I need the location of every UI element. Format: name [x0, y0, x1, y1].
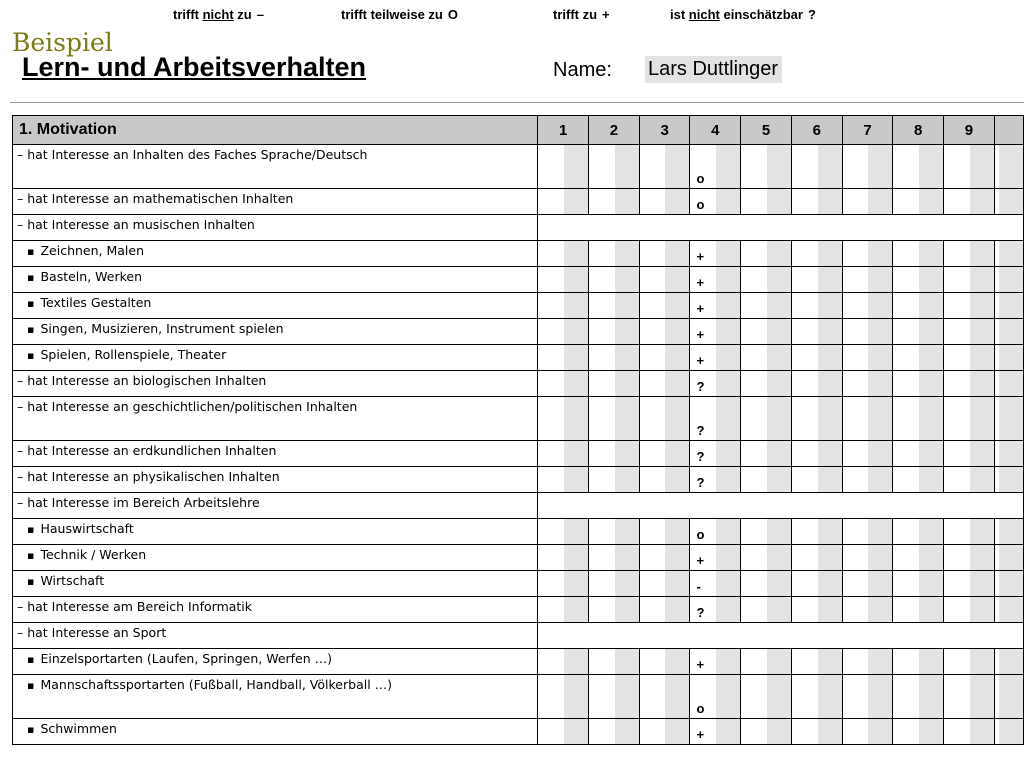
score-cell-7[interactable]	[842, 441, 893, 467]
score-cell-9[interactable]	[944, 145, 995, 189]
criterion-label: ▪ Einzelsportarten (Laufen, Springen, Werfen …)	[13, 649, 538, 675]
score-cell-2[interactable]	[589, 293, 640, 319]
criterion-label: – hat Interesse an musischen Inhalten	[13, 215, 538, 241]
score-cell-7[interactable]	[842, 293, 893, 319]
score-cell-6[interactable]	[791, 519, 842, 545]
score-cell-5[interactable]	[741, 293, 792, 319]
score-cell-4[interactable]	[690, 293, 741, 319]
score-cell-10[interactable]	[994, 189, 1023, 215]
score-cell-1[interactable]	[538, 545, 589, 571]
score-mark: o	[696, 701, 705, 716]
score-cell-6[interactable]	[791, 675, 842, 719]
score-cell-4[interactable]	[690, 571, 741, 597]
score-cell-9[interactable]	[944, 371, 995, 397]
score-cell-1[interactable]	[538, 597, 589, 623]
score-cell-3[interactable]	[639, 189, 690, 215]
score-cell-7[interactable]	[842, 675, 893, 719]
score-cell-9[interactable]	[944, 241, 995, 267]
score-cell-9[interactable]	[944, 649, 995, 675]
criterion-label: ▪ Technik / Werken	[13, 545, 538, 571]
score-cell-4[interactable]	[690, 597, 741, 623]
score-mark: +	[696, 249, 705, 264]
table-row	[13, 371, 1024, 397]
score-cell-1[interactable]	[538, 519, 589, 545]
score-cell-1[interactable]	[538, 675, 589, 719]
score-cell-3[interactable]	[639, 241, 690, 267]
score-cell-1[interactable]	[538, 345, 589, 371]
score-mark: +	[696, 301, 705, 316]
score-cell-7[interactable]	[842, 319, 893, 345]
score-cell-2[interactable]	[589, 371, 640, 397]
score-mark: +	[696, 275, 705, 290]
score-cell-3[interactable]	[639, 597, 690, 623]
score-cell-2[interactable]	[589, 719, 640, 745]
column-header: 6	[791, 116, 842, 145]
score-mark: +	[696, 353, 705, 368]
score-cell-8[interactable]	[893, 397, 944, 441]
criterion-label: ▪ Mannschaftssportarten (Fußball, Handball, Völkerball …)	[13, 675, 538, 719]
criterion-label: – hat Interesse im Bereich Arbeitslehre	[13, 493, 538, 519]
score-cell-4[interactable]	[690, 371, 741, 397]
table-row	[13, 215, 1024, 241]
column-header: 3	[639, 116, 690, 145]
group-spacer	[538, 493, 1024, 519]
score-cell-8[interactable]	[893, 675, 944, 719]
name-field[interactable]: Lars Duttlinger	[645, 56, 782, 83]
score-cell-1[interactable]	[538, 319, 589, 345]
score-cell-8[interactable]	[893, 545, 944, 571]
score-cell-10[interactable]	[994, 371, 1023, 397]
score-cell-8[interactable]	[893, 571, 944, 597]
score-cell-5[interactable]	[741, 319, 792, 345]
score-cell-5[interactable]	[741, 545, 792, 571]
table-row	[13, 441, 1024, 467]
score-cell-2[interactable]	[589, 345, 640, 371]
score-cell-3[interactable]	[639, 649, 690, 675]
score-cell-9[interactable]	[944, 319, 995, 345]
score-cell-1[interactable]	[538, 267, 589, 293]
criterion-label: – hat Interesse an Inhalten des Faches Sprache/Deutsch	[13, 145, 538, 189]
score-cell-1[interactable]	[538, 189, 589, 215]
score-cell-3[interactable]	[639, 467, 690, 493]
score-cell-1[interactable]	[538, 467, 589, 493]
rating-legend	[0, 7, 1024, 29]
score-cell-7[interactable]	[842, 397, 893, 441]
column-header: 7	[842, 116, 893, 145]
legend-not-assessable: ist nicht einschätzbar ?	[670, 7, 816, 22]
score-cell-6[interactable]	[791, 545, 842, 571]
score-mark: ?	[696, 475, 705, 490]
score-cell-1[interactable]	[538, 145, 589, 189]
score-cell-6[interactable]	[791, 189, 842, 215]
score-cell-9[interactable]	[944, 293, 995, 319]
column-header: 1	[538, 116, 589, 145]
score-cell-8[interactable]	[893, 189, 944, 215]
assessment-table	[12, 115, 1024, 745]
score-cell-4[interactable]	[690, 397, 741, 441]
score-cell-10[interactable]	[994, 597, 1023, 623]
score-cell-2[interactable]	[589, 441, 640, 467]
score-cell-1[interactable]	[538, 293, 589, 319]
score-cell-9[interactable]	[944, 397, 995, 441]
score-cell-2[interactable]	[589, 675, 640, 719]
legend-not-applies: trifft nicht zu –	[173, 7, 264, 22]
score-cell-3[interactable]	[639, 441, 690, 467]
score-cell-8[interactable]	[893, 345, 944, 371]
score-cell-1[interactable]	[538, 397, 589, 441]
score-cell-9[interactable]	[944, 519, 995, 545]
criterion-label: ▪ Basteln, Werken	[13, 267, 538, 293]
score-cell-4[interactable]	[690, 545, 741, 571]
column-header: 8	[893, 116, 944, 145]
score-cell-1[interactable]	[538, 649, 589, 675]
score-cell-8[interactable]	[893, 467, 944, 493]
score-cell-10[interactable]	[994, 319, 1023, 345]
divider	[10, 102, 1024, 103]
score-cell-5[interactable]	[741, 441, 792, 467]
column-header: 9	[944, 116, 995, 145]
score-cell-4[interactable]	[690, 719, 741, 745]
score-cell-9[interactable]	[944, 597, 995, 623]
table-row	[13, 267, 1024, 293]
score-cell-5[interactable]	[741, 189, 792, 215]
score-cell-5[interactable]	[741, 241, 792, 267]
score-cell-7[interactable]	[842, 519, 893, 545]
score-cell-5[interactable]	[741, 267, 792, 293]
score-cell-10[interactable]	[994, 519, 1023, 545]
page-title: Lern- und Arbeitsverhalten	[22, 52, 367, 82]
column-header	[994, 116, 1023, 145]
score-cell-10[interactable]	[994, 441, 1023, 467]
score-cell-6[interactable]	[791, 719, 842, 745]
score-cell-6[interactable]	[791, 345, 842, 371]
score-cell-3[interactable]	[639, 571, 690, 597]
score-cell-7[interactable]	[842, 345, 893, 371]
score-cell-4[interactable]	[690, 241, 741, 267]
score-cell-6[interactable]	[791, 397, 842, 441]
score-mark: +	[696, 727, 705, 742]
score-cell-3[interactable]	[639, 545, 690, 571]
score-cell-2[interactable]	[589, 519, 640, 545]
score-cell-7[interactable]	[842, 719, 893, 745]
table-row	[13, 571, 1024, 597]
table-row	[13, 397, 1024, 441]
criterion-label: – hat Interesse an erdkundlichen Inhalten	[13, 441, 538, 467]
criterion-label: – hat Interesse an Sport	[13, 623, 538, 649]
score-cell-10[interactable]	[994, 571, 1023, 597]
score-cell-5[interactable]	[741, 675, 792, 719]
score-cell-8[interactable]	[893, 371, 944, 397]
criterion-label: ▪ Textiles Gestalten	[13, 293, 538, 319]
score-cell-6[interactable]	[791, 467, 842, 493]
score-cell-6[interactable]	[791, 241, 842, 267]
score-cell-4[interactable]	[690, 675, 741, 719]
score-cell-6[interactable]	[791, 597, 842, 623]
score-cell-1[interactable]	[538, 571, 589, 597]
score-mark: +	[696, 327, 705, 342]
score-cell-4[interactable]	[690, 345, 741, 371]
score-cell-4[interactable]	[690, 519, 741, 545]
score-cell-7[interactable]	[842, 267, 893, 293]
score-cell-2[interactable]	[589, 467, 640, 493]
score-cell-10[interactable]	[994, 649, 1023, 675]
score-cell-5[interactable]	[741, 597, 792, 623]
score-cell-10[interactable]	[994, 145, 1023, 189]
score-mark: +	[696, 657, 705, 672]
score-cell-3[interactable]	[639, 519, 690, 545]
score-cell-8[interactable]	[893, 145, 944, 189]
table-row	[13, 597, 1024, 623]
score-cell-8[interactable]	[893, 241, 944, 267]
score-cell-2[interactable]	[589, 267, 640, 293]
criterion-label: ▪ Hauswirtschaft	[13, 519, 538, 545]
score-cell-5[interactable]	[741, 719, 792, 745]
score-cell-9[interactable]	[944, 675, 995, 719]
score-cell-4[interactable]	[690, 467, 741, 493]
score-cell-5[interactable]	[741, 397, 792, 441]
score-cell-7[interactable]	[842, 241, 893, 267]
score-cell-5[interactable]	[741, 519, 792, 545]
score-cell-4[interactable]	[690, 319, 741, 345]
score-cell-7[interactable]	[842, 545, 893, 571]
score-cell-9[interactable]	[944, 571, 995, 597]
score-cell-10[interactable]	[994, 675, 1023, 719]
score-mark: o	[696, 197, 705, 212]
table-row	[13, 145, 1024, 189]
example-watermark: Beispiel	[12, 28, 113, 57]
score-cell-9[interactable]	[944, 545, 995, 571]
score-cell-6[interactable]	[791, 371, 842, 397]
score-cell-6[interactable]	[791, 571, 842, 597]
criterion-label: ▪ Singen, Musizieren, Instrument spielen	[13, 319, 538, 345]
score-cell-4[interactable]	[690, 189, 741, 215]
score-cell-7[interactable]	[842, 571, 893, 597]
table-row	[13, 293, 1024, 319]
table-row	[13, 493, 1024, 519]
table-row	[13, 623, 1024, 649]
score-cell-7[interactable]	[842, 145, 893, 189]
criterion-label: ▪ Wirtschaft	[13, 571, 538, 597]
score-cell-8[interactable]	[893, 267, 944, 293]
score-cell-6[interactable]	[791, 293, 842, 319]
score-cell-10[interactable]	[994, 345, 1023, 371]
score-cell-4[interactable]	[690, 649, 741, 675]
score-cell-5[interactable]	[741, 345, 792, 371]
criterion-label: – hat Interesse am Bereich Informatik	[13, 597, 538, 623]
table-row	[13, 519, 1024, 545]
score-cell-8[interactable]	[893, 719, 944, 745]
score-cell-9[interactable]	[944, 189, 995, 215]
score-cell-3[interactable]	[639, 267, 690, 293]
score-cell-3[interactable]	[639, 293, 690, 319]
score-cell-8[interactable]	[893, 319, 944, 345]
table-row	[13, 545, 1024, 571]
table-header-row	[13, 116, 1024, 145]
table-row	[13, 719, 1024, 745]
score-cell-10[interactable]	[994, 545, 1023, 571]
score-cell-4[interactable]	[690, 145, 741, 189]
group-spacer	[538, 215, 1024, 241]
score-cell-6[interactable]	[791, 145, 842, 189]
score-cell-10[interactable]	[994, 241, 1023, 267]
table-row	[13, 649, 1024, 675]
score-cell-4[interactable]	[690, 441, 741, 467]
score-cell-6[interactable]	[791, 319, 842, 345]
score-cell-8[interactable]	[893, 519, 944, 545]
legend-applies: trifft zu +	[553, 7, 610, 22]
table-row	[13, 189, 1024, 215]
score-cell-5[interactable]	[741, 145, 792, 189]
score-cell-9[interactable]	[944, 345, 995, 371]
score-cell-10[interactable]	[994, 267, 1023, 293]
score-cell-8[interactable]	[893, 597, 944, 623]
score-cell-4[interactable]	[690, 267, 741, 293]
score-cell-5[interactable]	[741, 649, 792, 675]
score-cell-1[interactable]	[538, 719, 589, 745]
score-cell-2[interactable]	[589, 241, 640, 267]
table-row	[13, 241, 1024, 267]
score-cell-3[interactable]	[639, 319, 690, 345]
score-cell-2[interactable]	[589, 145, 640, 189]
table-row	[13, 345, 1024, 371]
score-cell-6[interactable]	[791, 441, 842, 467]
score-cell-7[interactable]	[842, 649, 893, 675]
table-row	[13, 675, 1024, 719]
score-cell-3[interactable]	[639, 397, 690, 441]
score-cell-2[interactable]	[589, 319, 640, 345]
score-cell-2[interactable]	[589, 397, 640, 441]
score-cell-6[interactable]	[791, 267, 842, 293]
score-cell-3[interactable]	[639, 719, 690, 745]
score-mark: +	[696, 553, 705, 568]
score-cell-9[interactable]	[944, 467, 995, 493]
score-mark: o	[696, 171, 705, 186]
criterion-label: – hat Interesse an physikalischen Inhalten	[13, 467, 538, 493]
criterion-label: ▪ Zeichnen, Malen	[13, 241, 538, 267]
score-mark: ?	[696, 423, 705, 438]
score-cell-2[interactable]	[589, 189, 640, 215]
score-cell-3[interactable]	[639, 345, 690, 371]
criterion-label: ▪ Schwimmen	[13, 719, 538, 745]
score-mark: ?	[696, 379, 705, 394]
section-title: 1. Motivation	[13, 116, 538, 145]
score-cell-2[interactable]	[589, 597, 640, 623]
score-cell-9[interactable]	[944, 719, 995, 745]
score-cell-6[interactable]	[791, 649, 842, 675]
score-cell-2[interactable]	[589, 571, 640, 597]
column-header: 5	[741, 116, 792, 145]
score-cell-7[interactable]	[842, 597, 893, 623]
score-mark: o	[696, 527, 705, 542]
score-cell-8[interactable]	[893, 441, 944, 467]
score-cell-5[interactable]	[741, 467, 792, 493]
score-cell-7[interactable]	[842, 371, 893, 397]
table-row	[13, 319, 1024, 345]
score-cell-3[interactable]	[639, 675, 690, 719]
criterion-label: – hat Interesse an mathematischen Inhalten	[13, 189, 538, 215]
score-cell-2[interactable]	[589, 649, 640, 675]
criterion-label: – hat Interesse an biologischen Inhalten	[13, 371, 538, 397]
name-label: Name:	[553, 59, 612, 81]
score-cell-10[interactable]	[994, 397, 1023, 441]
score-cell-5[interactable]	[741, 571, 792, 597]
score-mark: ?	[696, 449, 705, 464]
score-mark: -	[696, 579, 701, 594]
legend-partly: trifft teilweise zu O	[341, 7, 458, 22]
table-row	[13, 467, 1024, 493]
score-cell-9[interactable]	[944, 441, 995, 467]
score-cell-1[interactable]	[538, 371, 589, 397]
score-cell-10[interactable]	[994, 467, 1023, 493]
score-cell-9[interactable]	[944, 267, 995, 293]
column-header: 2	[589, 116, 640, 145]
score-cell-7[interactable]	[842, 189, 893, 215]
group-spacer	[538, 623, 1024, 649]
score-cell-1[interactable]	[538, 241, 589, 267]
score-cell-3[interactable]	[639, 145, 690, 189]
criterion-label: – hat Interesse an geschichtlichen/politischen Inhalten	[13, 397, 538, 441]
score-cell-2[interactable]	[589, 545, 640, 571]
score-cell-10[interactable]	[994, 719, 1023, 745]
score-cell-7[interactable]	[842, 467, 893, 493]
score-mark: ?	[696, 605, 705, 620]
score-cell-8[interactable]	[893, 649, 944, 675]
score-cell-10[interactable]	[994, 293, 1023, 319]
score-cell-8[interactable]	[893, 293, 944, 319]
criterion-label: ▪ Spielen, Rollenspiele, Theater	[13, 345, 538, 371]
score-cell-1[interactable]	[538, 441, 589, 467]
score-cell-3[interactable]	[639, 371, 690, 397]
score-cell-5[interactable]	[741, 371, 792, 397]
column-header: 4	[690, 116, 741, 145]
